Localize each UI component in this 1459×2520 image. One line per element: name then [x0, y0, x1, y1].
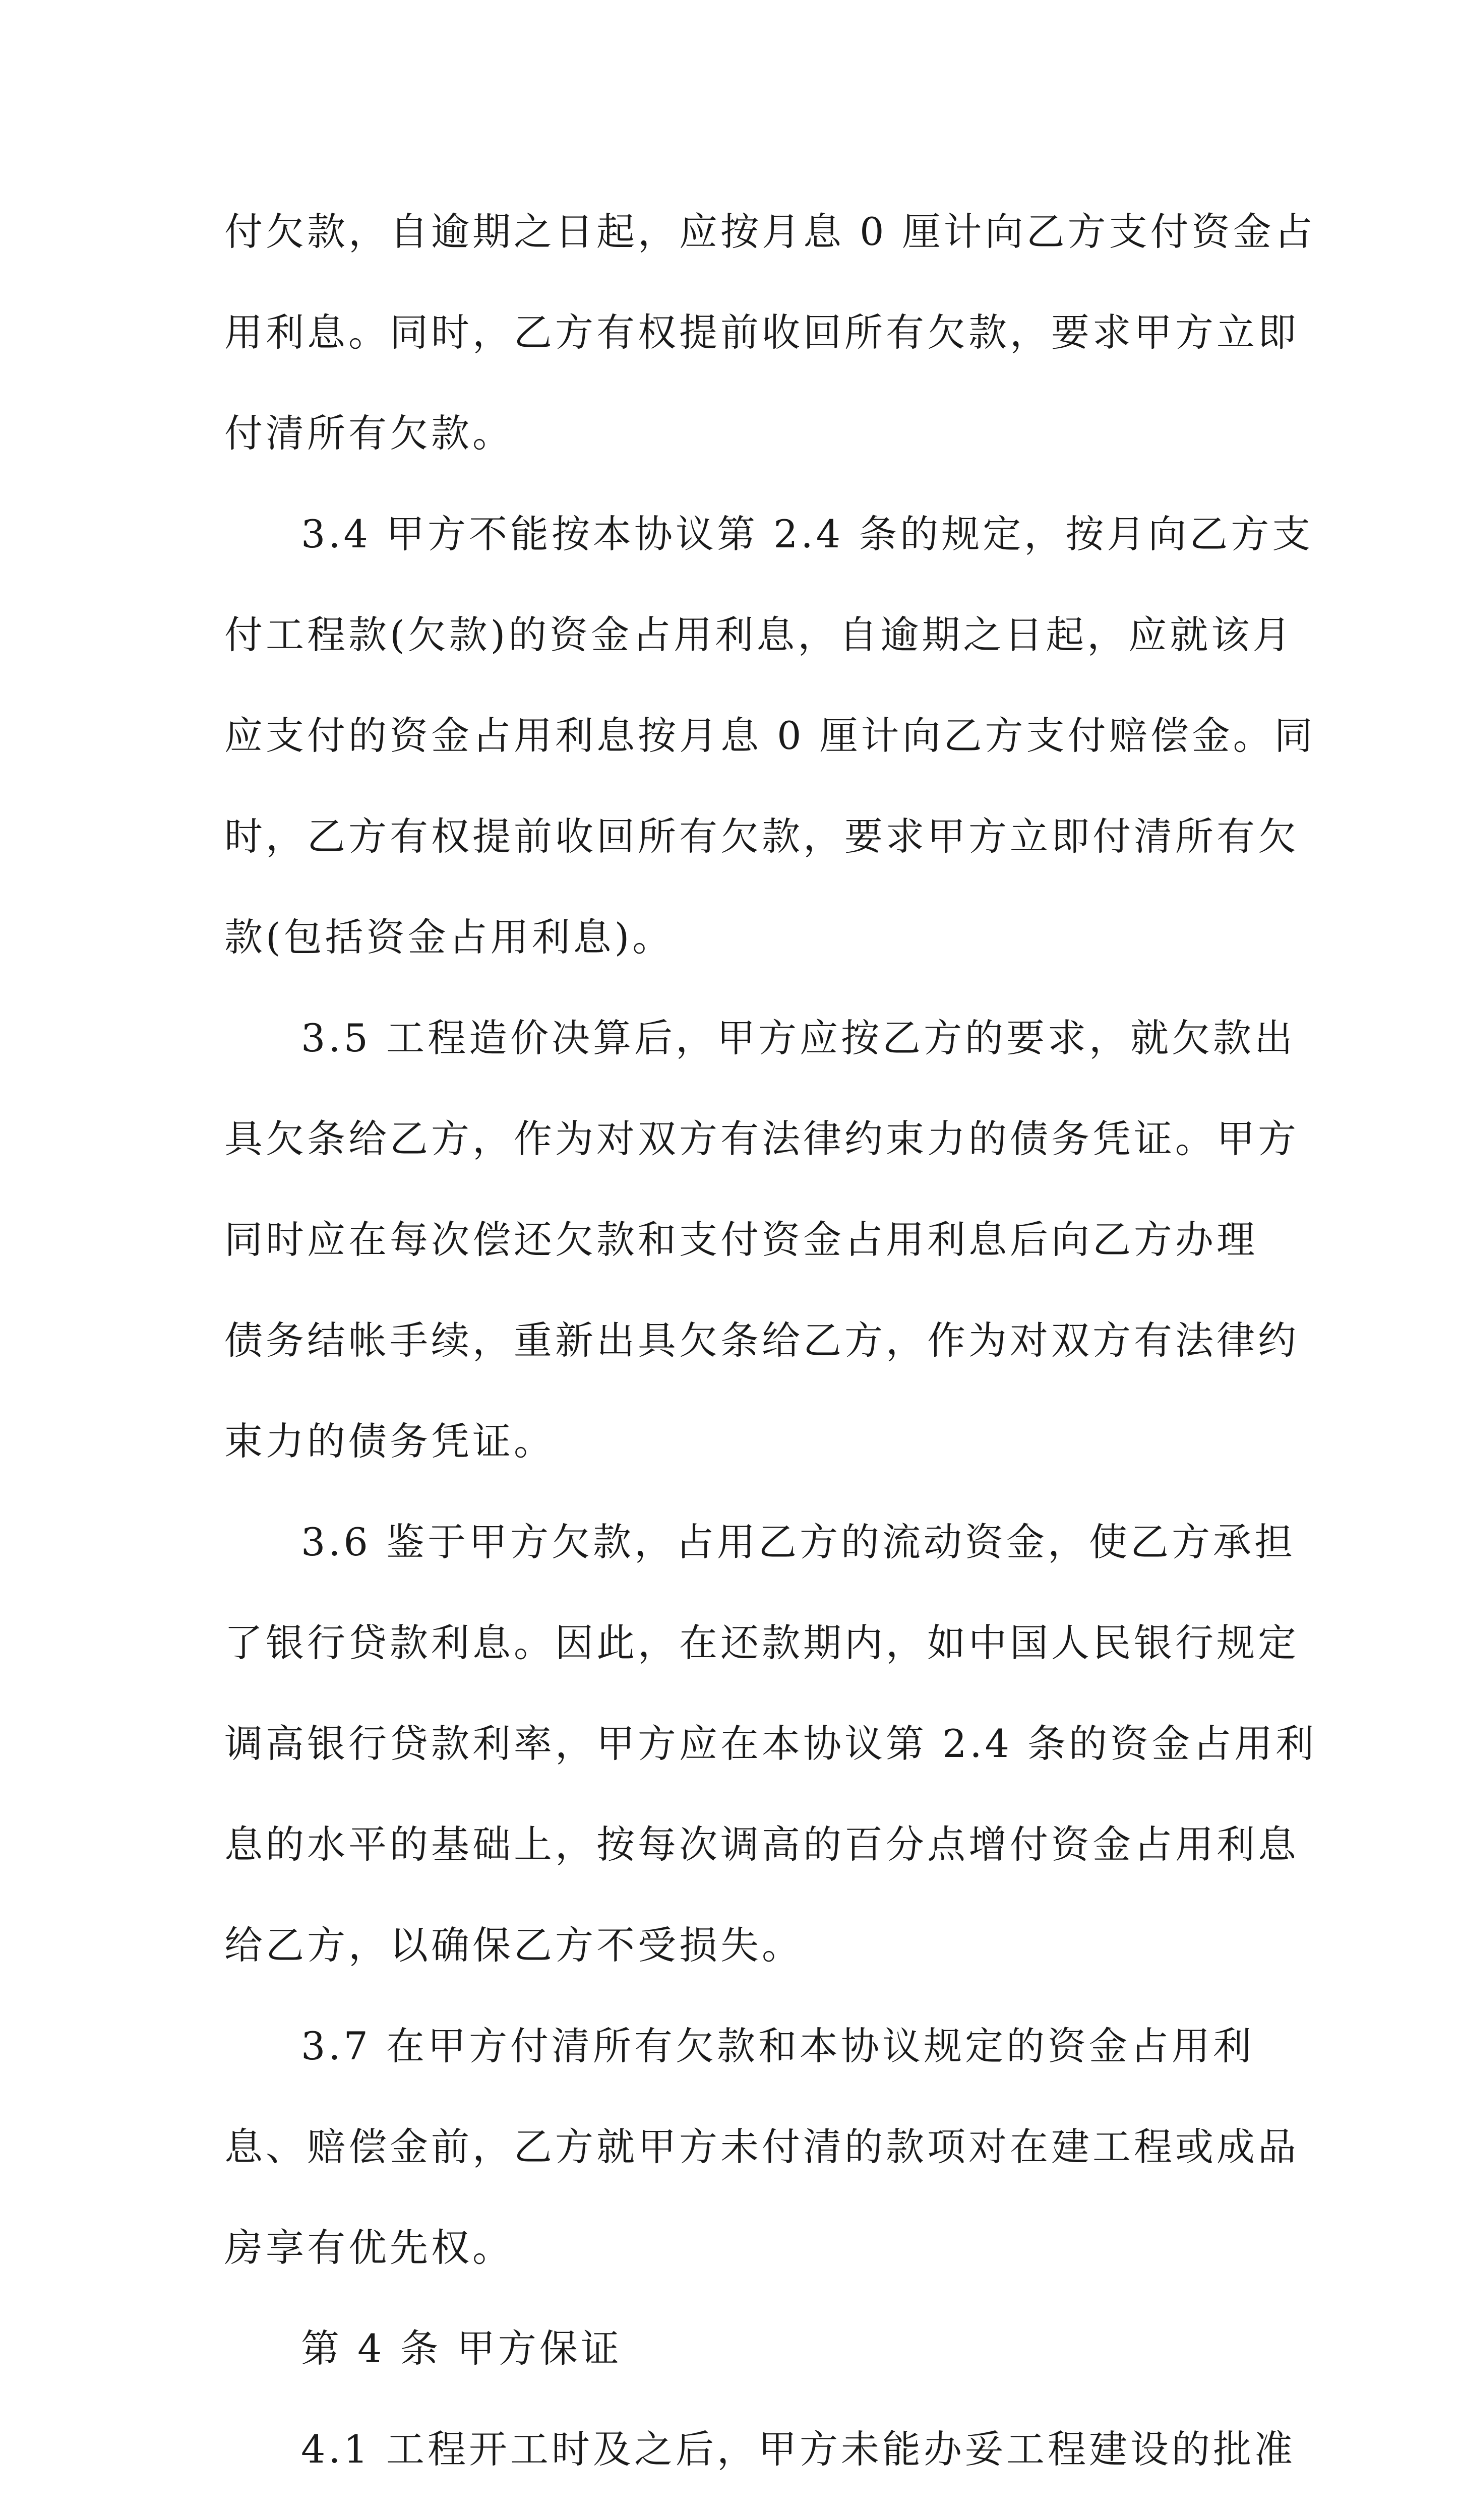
clause-3-4-start: 3.4 甲方不能按本协议第 2.4 条的规定，按月向乙方支 — [301, 512, 1314, 556]
text-line-5: 付工程款(欠款)的资金占用利息，自逾期之日起，应就该月 — [224, 612, 1294, 657]
text-line-7: 时，乙方有权提前收回所有欠款，要求甲方立即付清所有欠 — [224, 814, 1299, 859]
text-line-8: 款(包括资金占用利息)。 — [224, 915, 674, 960]
text-line-13: 束力的债务凭证。 — [224, 1419, 555, 1464]
text-line-15: 了银行贷款利息。因此，在还款期内，如中国人民银行规定 — [224, 1620, 1299, 1665]
text-line-11: 同时应在每次偿还欠款和支付资金占用利息后向乙方办理 — [224, 1217, 1258, 1262]
text-line-1: 付欠款，自逾期之日起，应按月息 0 厘计向乙方支付资金占 — [224, 209, 1316, 254]
clause-4-1-start: 4.1 工程开工时及之后，甲方未能办妥工程建设的批准 — [301, 2427, 1296, 2472]
text-line-2: 用利息。同时，乙方有权提前收回所有欠款，要求甲方立即 — [224, 310, 1299, 355]
text-line-16: 调高银行贷款利率，甲方应在本协议第 2.4 条的资金占用利 — [224, 1721, 1317, 1766]
text-line-3: 付清所有欠款。 — [224, 411, 514, 456]
clause-3-5-start: 3.5 工程造价决算后，甲方应按乙方的要求，就欠款出 — [301, 1016, 1296, 1060]
text-line-17: 息的水平的基础上，按每次调高的百分点增付资金占用利息 — [224, 1822, 1299, 1867]
text-line-20: 息、赔偿金前，乙方就甲方未付清的款项对在建工程或成品 — [224, 2124, 1299, 2169]
text-line-6: 应支付的资金占用利息按月息 0 厘计向乙方支付赔偿金。同 — [224, 713, 1316, 758]
text-line-12: 债务结帐手续，重新出具欠条给乙方，作为对双方有法律约 — [224, 1318, 1299, 1363]
text-line-18: 给乙方，以确保乙方不受损失。 — [224, 1923, 803, 1968]
text-line-10: 具欠条给乙方，作为对双方有法律约束力的债务凭证。甲方 — [224, 1116, 1299, 1161]
clause-3-7-start: 3.7 在甲方付清所有欠款和本协议规定的资金占用利 — [301, 2024, 1255, 2068]
text-line-21: 房享有优先权。 — [224, 2225, 514, 2270]
clause-3-6-start: 3.6 鉴于甲方欠款，占用乙方的流动资金，使乙方承担 — [301, 1520, 1296, 1564]
text-line-24 — [224, 2500, 1253, 2520]
document-body — [224, 181, 1317, 2520]
section-heading-4: 第 4 条 甲方保证 — [301, 2326, 622, 2371]
